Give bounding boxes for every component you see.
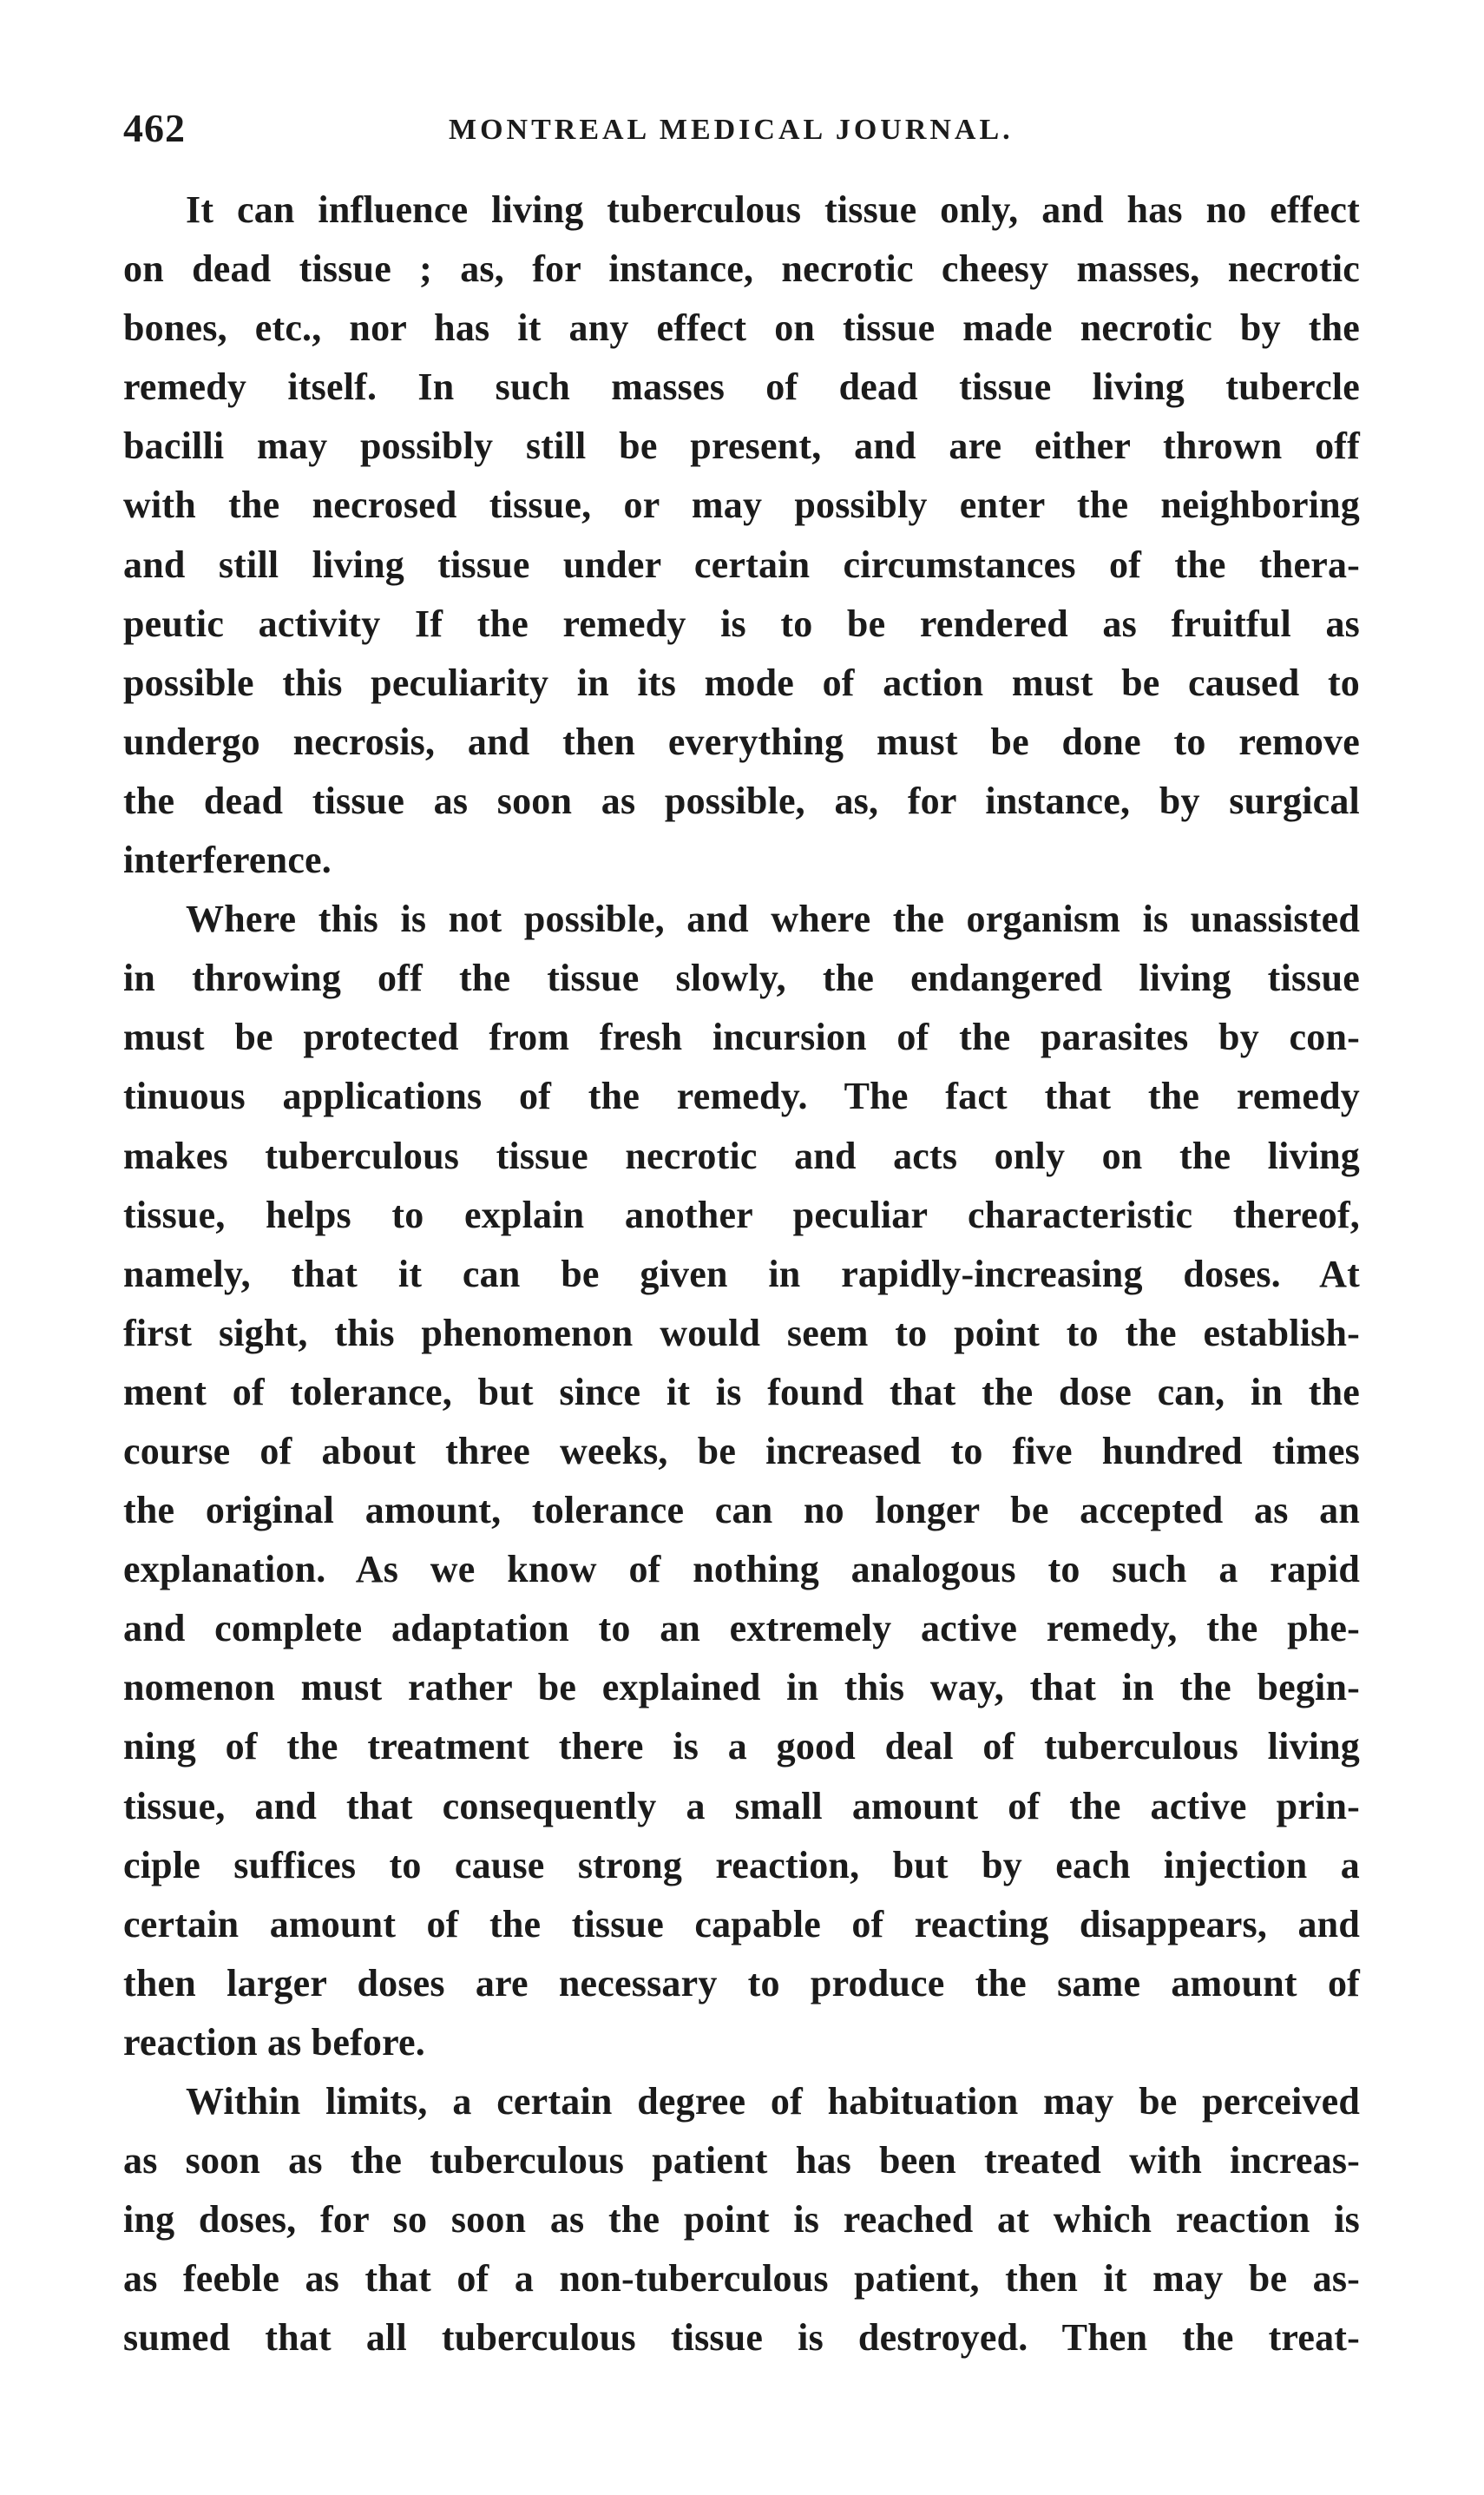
text-line: ing doses, for so soon as the point is reached at which reaction is <box>123 2198 1360 2242</box>
text-line: ning of the treatment there is a good deal of tuberculous living <box>123 1725 1360 1768</box>
text-line: interference. <box>123 839 332 882</box>
text-line: as soon as the tuberculous patient has been treated with increas- <box>123 2139 1360 2182</box>
paragraph-2 <box>123 890 1360 2072</box>
text-line: Within limits, a certain degree of habituation may be perceived <box>186 2080 1360 2123</box>
text-line: the dead tissue as soon as possible, as, for instance, by surgical <box>123 779 1360 822</box>
body-text <box>123 181 1360 2367</box>
text-line: namely, that it can be given in rapidly-increasing doses. At <box>123 1252 1360 1295</box>
text-line: and still living tissue under certain circumstances of the thera- <box>123 543 1360 586</box>
text-line: bones, etc., nor has it any effect on tissue made necrotic by the <box>123 306 1360 350</box>
text-line: makes tuberculous tissue necrotic and acts only on the living <box>123 1134 1360 1177</box>
text-line: tinuous applications of the remedy. The fact that the remedy <box>123 1075 1360 1118</box>
text-line: undergo necrosis, and then everything must be done to remove <box>123 720 1360 763</box>
text-line: first sight, this phenomenon would seem to point to the establish- <box>123 1311 1360 1354</box>
text-line: remedy itself. In such masses of dead tissue living tubercle <box>123 365 1360 409</box>
text-line: must be protected from fresh incursion of the parasites by con- <box>123 1016 1360 1059</box>
text-line: and complete adaptation to an extremely active remedy, the phe- <box>123 1607 1360 1650</box>
text-line: Where this is not possible, and where the organism is unassisted <box>186 898 1360 941</box>
text-line: as feeble as that of a non-tuberculous patient, then it may be as- <box>123 2257 1360 2301</box>
text-line: tissue, and that consequently a small amount of the active prin- <box>123 1784 1360 1827</box>
text-line: with the necrosed tissue, or may possibly enter the neighboring <box>123 484 1360 527</box>
text-line: in throwing off the tissue slowly, the endangered living tissue <box>123 957 1360 1000</box>
paragraph-1 <box>123 181 1360 890</box>
text-line: then larger doses are necessary to produce the same amount of <box>123 1961 1360 2005</box>
text-line: certain amount of the tissue capable of reacting disappears, and <box>123 1902 1360 1945</box>
text-line: on dead tissue ; as, for instance, necrotic cheesy masses, necrotic <box>123 247 1360 291</box>
text-line: peutic activity If the remedy is to be rendered as fruitful as <box>123 602 1360 645</box>
running-head <box>123 102 1360 155</box>
page-number: 462 <box>123 106 186 150</box>
text-line: reaction as before. <box>123 2020 425 2064</box>
text-line: ciple suffices to cause strong reaction, but by each injection a <box>123 1843 1360 1886</box>
text-line: possible this peculiarity in its mode of action must be caused to <box>123 661 1360 704</box>
text-line: explanation. As we know of nothing analogous to such a rapid <box>123 1548 1360 1591</box>
paragraph-3 <box>123 2072 1360 2367</box>
text-line: bacilli may possibly still be present, and are either thrown off <box>123 425 1360 468</box>
text-line: sumed that all tuberculous tissue is destroyed. Then the treat- <box>123 2316 1360 2360</box>
text-line: course of about three weeks, be increased to five hundred times <box>123 1429 1360 1472</box>
text-line: ment of tolerance, but since it is found that the dose can, in the <box>123 1370 1360 1413</box>
text-line: tissue, helps to explain another peculiar characteristic thereof, <box>123 1193 1360 1236</box>
journal-title: MONTREAL MEDICAL JOURNAL. <box>449 114 1014 146</box>
text-line: the original amount, tolerance can no longer be accepted as an <box>123 1489 1360 1532</box>
text-line: It can influence living tuberculous tissue only, and has no effect <box>186 188 1360 231</box>
text-line: nomenon must rather be explained in this way, that in the begin- <box>123 1666 1360 1709</box>
